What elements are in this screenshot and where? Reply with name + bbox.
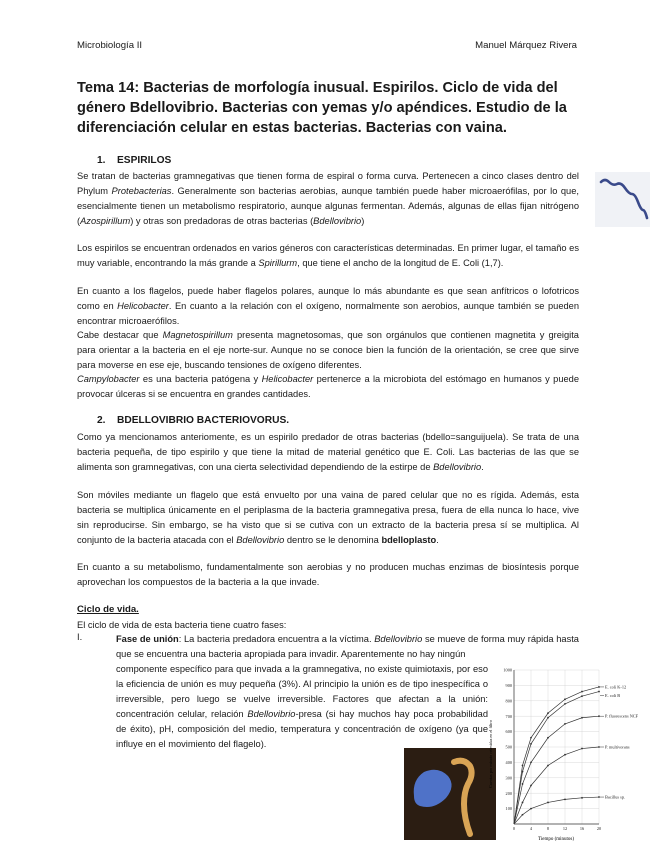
chart-point bbox=[581, 797, 583, 799]
chart-legend-label: P. multivorans bbox=[605, 744, 630, 750]
chart-point bbox=[581, 691, 583, 693]
chart-series bbox=[514, 686, 600, 824]
spirillum-image bbox=[595, 172, 650, 227]
chart-y-tick-label: 400 bbox=[505, 760, 512, 765]
chart-x-tick-label: 8 bbox=[546, 826, 550, 831]
bdellovibrio-micrograph bbox=[404, 748, 496, 840]
chart-point bbox=[547, 712, 549, 714]
chart-point bbox=[547, 717, 549, 719]
chart-y-tick-label: 300 bbox=[505, 775, 512, 781]
chart-point bbox=[581, 717, 583, 719]
section-title: ESPIRILOS bbox=[117, 155, 172, 166]
chart-x-tick-label: 20 bbox=[596, 826, 602, 831]
subheading-ciclo: Ciclo de vida. bbox=[77, 604, 139, 615]
chart-point bbox=[598, 796, 600, 798]
list-item-numeral: I. bbox=[77, 632, 83, 642]
chart-legend-label: P. fluorescens NCF bbox=[605, 713, 639, 719]
section-number: 1. bbox=[97, 155, 106, 166]
chart-y-tick-label: 800 bbox=[505, 698, 512, 704]
chart-x-tick-label: 4 bbox=[529, 826, 533, 831]
chart-x-label: Tiempo (minutos) bbox=[537, 837, 575, 842]
list-item-fase-union-cont: componente específico para que invada a la gramnegativa, no existe quimiotaxis, por eso la eficiencia de unión es muy pequeña (3%). Al principio la unión es de tipo inespecífica o irreversible, pero luego se vuelve irreversible. Factores que afectan a la unión: concentración celular, relación Bdellovibrio-presa (si hay muchos hay poca probabilidad de éxito), pH, composición del medio, temperatura y concentración de oxígeno (ya que influye en el movimiento del flagelo). bbox=[116, 664, 488, 749]
chart-y-tick-label: 1000 bbox=[503, 667, 512, 673]
chart-x-tick-label: 16 bbox=[579, 826, 585, 831]
chart-y-tick-label: 100 bbox=[505, 806, 512, 812]
chart-point bbox=[598, 691, 600, 693]
chart-point bbox=[564, 754, 566, 756]
bdello-paragraph-1: Como ya mencionamos anteriomente, es un espirilo predador de otras bacterias (bdello=sanguijuela). Se trata de una bacteria pequeña, de tipo espirilo y que tiene la mitad de material genético que E. Coli. Las bacterias de las que se alimenta son gramnegativas, con una cierta selectividad dependiendo de la estirpe de Bdellovibrio. bbox=[77, 432, 579, 473]
section-heading-bdellovibrio bbox=[97, 415, 289, 426]
chart-legend-label: E. coli B bbox=[605, 693, 621, 699]
chart-point bbox=[522, 783, 524, 785]
header-left: Microbiología II bbox=[77, 40, 143, 51]
chart-point bbox=[530, 737, 532, 739]
chart-point bbox=[598, 715, 600, 717]
chart-point bbox=[522, 765, 524, 767]
chart-point bbox=[581, 748, 583, 750]
espirilos-paragraph-3: En cuanto a los flagelos, puede haber flagelos polares, aunque lo más abundante es que sean anfítricos o lofotricos como en Helicobacter. En cuanto a la relación con el oxígeno, normalmente son aerobios, aunque también se pueden encontrar microaerófilos. bbox=[77, 286, 579, 327]
chart-x-tick-label: 0 bbox=[512, 826, 516, 831]
chart-y-tick-label: 200 bbox=[505, 790, 512, 796]
chart-point bbox=[530, 762, 532, 764]
chart-point bbox=[522, 814, 524, 816]
espirilos-paragraph-4: Cabe destacar que Magnetospirillum presenta magnetosomas, que son orgánulos que contienen magnetita y greigita para orientar a la bacteria en el eje norte-sur. Aunque no se conoce bien la función de la orientación, se cree que sirve para moverse en ese eje, buscando tensiones de oxígeno diferentes. bbox=[77, 330, 579, 371]
chart-series-line bbox=[514, 687, 599, 824]
chart-point bbox=[564, 723, 566, 725]
ciclo-intro: El ciclo de vida de esta bacteria tiene cuatro fases: bbox=[77, 620, 287, 630]
chart-series-line bbox=[514, 716, 599, 824]
section-number: 2. bbox=[97, 415, 106, 426]
attachment-chart bbox=[484, 664, 649, 844]
chart-y-label: Cuentas por minuto retenidas en el filtro bbox=[488, 720, 493, 788]
chart-point bbox=[530, 785, 532, 787]
chart-point bbox=[522, 771, 524, 773]
chart-point bbox=[564, 698, 566, 700]
chart-legend-label: Bacillus sp. bbox=[605, 794, 626, 800]
header-right: Manuel Márquez Rivera bbox=[475, 40, 577, 51]
chart-point bbox=[547, 737, 549, 739]
section-title: BDELLOVIBRIO BACTERIOVORUS. bbox=[117, 415, 290, 426]
chart-point bbox=[564, 703, 566, 705]
chart-y-tick-label: 500 bbox=[505, 744, 512, 750]
chart-y-tick-label: 700 bbox=[505, 713, 512, 719]
espirilos-paragraph-2: Los espirilos se encuentran ordenados en varios géneros con características determinadas. En primer lugar, el tamaño es muy variable, encontrando la más grande a Spirillurm, que tiene el ancho de la longitud de E. Coli (1,7). bbox=[77, 243, 579, 269]
chart-y-tick-label: 600 bbox=[505, 729, 512, 735]
chart-point bbox=[522, 802, 524, 804]
bdello-paragraph-3: En cuanto a su metabolismo, fundamentalmente son aerobias y no producen muchas enzimas de biosíntesis porque aprovechan los compuestos de la bacteria a la que invade. bbox=[77, 562, 579, 588]
espirilos-paragraph-5: Campylobacter es una bacteria patógena y Helicobacter pertenerce a la microbiota del estómago en humanos y puede provocar úlceras si se encuentra en grandes cantidades. bbox=[77, 374, 580, 400]
chart-point bbox=[547, 802, 549, 804]
chart-point bbox=[598, 746, 600, 748]
chart-series-line bbox=[514, 797, 599, 824]
chart-series-line bbox=[514, 692, 599, 824]
chart-point bbox=[581, 695, 583, 697]
chart-point bbox=[598, 686, 600, 688]
chart-point bbox=[564, 798, 566, 800]
list-item-fase-union: Fase de unión: La bacteria predadora encuentra a la víctima. Bdellovibrio se mueve de forma muy rápida hasta que se encuentra una bacteria apropiada para invadir. Aparentemente no hay ningún bbox=[116, 634, 579, 659]
chart-point bbox=[547, 765, 549, 767]
bdello-paragraph-2: Son móviles mediante un flagelo que está envuelto por una vaina de pared celular que no es rígida. Además, esta bacteria se multiplica únicamente en el periplasma de la bacteria gramnegativa presa, fuera de ella nunca lo hace, vive sin reproducirse. Sin embargo, se ha visto que si se cutiva con un extracto de la bacteria presa sí se multiplica. Al conjunto de la bacteria atacada con el Bdellovibrio dentro se le denomina bdelloplasto. bbox=[77, 490, 579, 546]
espirilos-paragraph-1: Se tratan de bacterias gramnegativas que tienen forma de espiral o forma curva. Pertenecen a cinco clases dentro del Phylum Protebacterias. Generalmente son bacterias aerobias, aunque también puede haber microaerófilas, por lo que, esencialmente tienen un metabolismo respiratorio, aunque algunas fermentan. Además, algunas de ellas fijan nitrógeno (Azospirillum) y otras son predadoras de otras bacterias (Bdellovibrio) bbox=[77, 171, 579, 227]
section-heading-espirilos bbox=[97, 155, 171, 166]
chart-y-tick-label: 900 bbox=[505, 683, 512, 688]
page-title: Tema 14: Bacterias de morfología inusual. Espirilos. Ciclo de vida del género Bdellovibrio. Bacterias con yemas y/o apéndices. Estudio de la diferenciación celular en estas bacterias. Bacterias con vaina. bbox=[77, 80, 567, 136]
chart-point bbox=[530, 808, 532, 810]
chart-legend bbox=[600, 684, 639, 799]
chart-legend-label: E. coli K-12 bbox=[605, 684, 627, 690]
chart-point bbox=[530, 743, 532, 745]
chart-x-tick-label: 12 bbox=[562, 826, 568, 831]
